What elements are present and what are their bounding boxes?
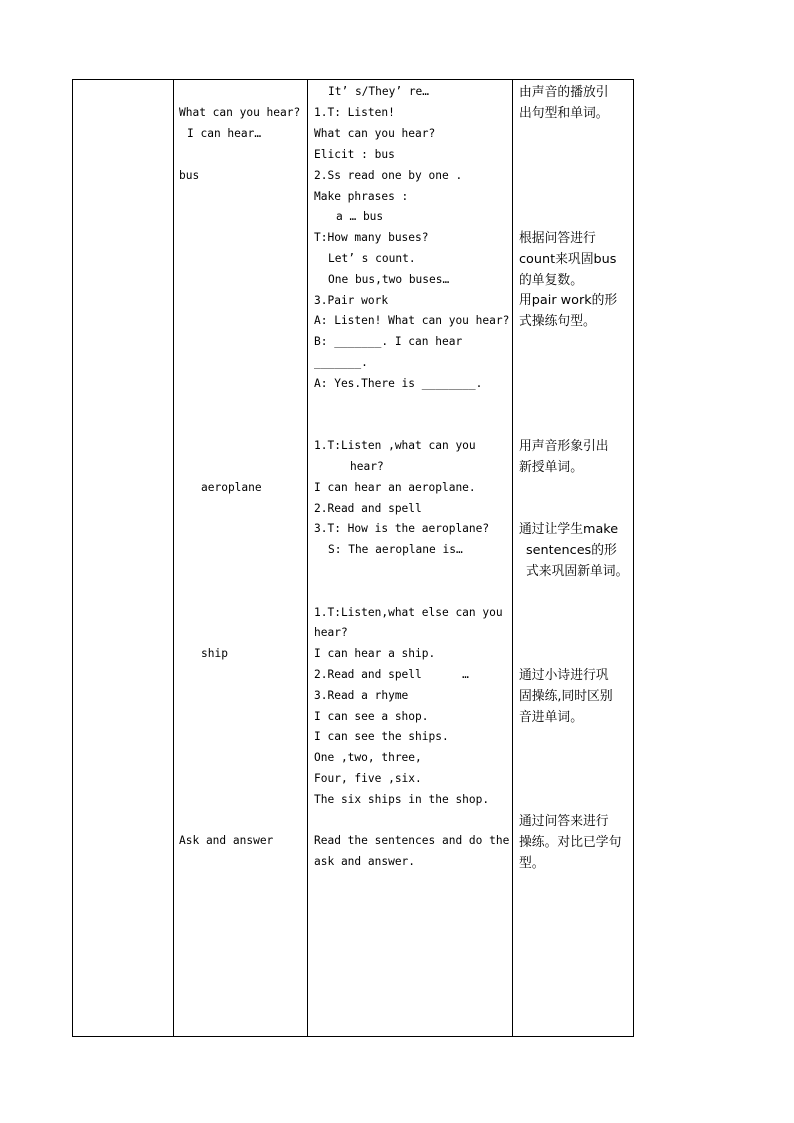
activity-text: Let’ s count. <box>328 252 416 265</box>
activity-text: One bus,two buses… <box>328 273 450 286</box>
activity-text: 1.T:Listen,what else can you <box>314 606 503 619</box>
purpose-text: sentences的形 <box>526 543 617 558</box>
purpose-text: 通过让学生make <box>519 522 619 537</box>
purpose-text: 出句型和单词。 <box>519 106 609 121</box>
activity-text: B: _______. I can hear <box>314 335 463 348</box>
activity-text: 1.T:Listen ,what can you <box>314 439 476 452</box>
activity-text: T:How many buses? <box>314 231 429 244</box>
activity-text: Elicit : bus <box>314 148 395 161</box>
purpose-text: 操练。对比已学句 <box>519 835 622 850</box>
activity-text: 2.Ss read one by one . <box>314 169 463 182</box>
activity-text: 3.Read a rhyme <box>314 689 409 702</box>
activity-text: ask and answer. <box>314 855 416 868</box>
purpose-text: 的单复数。 <box>519 273 583 288</box>
activity-text: It’ s/They’ re… <box>328 85 430 98</box>
purpose-text: 通过小诗进行巩 <box>519 668 609 683</box>
activity-text: 2.Read and spell … <box>314 668 469 681</box>
purpose-text: 固操练,同时区别 <box>519 689 613 704</box>
activity-text: Read the sentences and do the <box>314 834 510 847</box>
activity-text: I can see the ships. <box>314 730 449 743</box>
activity-text: 3.Pair work <box>314 294 389 307</box>
activity-text: _______. <box>314 356 368 369</box>
activity-text: What can you hear? <box>314 127 436 140</box>
activity-text: One ,two, three, <box>314 751 422 764</box>
activity-text: A: Yes.There is ________. <box>314 377 483 390</box>
content-text: I can hear… <box>187 127 262 140</box>
activity-text: A: Listen! What can you hear? <box>314 314 510 327</box>
purpose-text: 音进单词。 <box>519 710 583 725</box>
column-divider <box>512 80 513 1036</box>
lesson-plan-table <box>72 79 634 1037</box>
purpose-text: 用pair work的形 <box>519 293 618 308</box>
activity-text: S: The aeroplane is… <box>328 543 463 556</box>
activity-text: Four, five ,six. <box>314 772 422 785</box>
content-text: aeroplane <box>201 481 262 494</box>
purpose-text: 由声音的播放引 <box>519 85 609 100</box>
activity-text: I can see a shop. <box>314 710 429 723</box>
content-column <box>179 80 307 1036</box>
content-text: ship <box>201 647 228 660</box>
activity-text: I can hear an aeroplane. <box>314 481 476 494</box>
column-divider <box>173 80 174 1036</box>
activity-text: 1.T: Listen! <box>314 106 395 119</box>
content-text: Ask and answer <box>179 834 274 847</box>
content-text: bus <box>179 169 200 182</box>
activity-text: I can hear a ship. <box>314 647 436 660</box>
activity-text: hear? <box>350 460 384 473</box>
purpose-text: 式来巩固新单词。 <box>526 564 629 579</box>
purpose-text: 根据问答进行 <box>519 231 596 246</box>
activity-text: 2.Read and spell <box>314 502 422 515</box>
purpose-text: 式操练句型。 <box>519 314 596 329</box>
content-text: What can you hear? <box>179 106 301 119</box>
activity-text: hear? <box>314 626 348 639</box>
purpose-text: 用声音形象引出 <box>519 439 609 454</box>
activity-text: Make phrases : <box>314 190 409 203</box>
purpose-text: count来巩固bus <box>519 252 617 267</box>
purpose-text: 通过问答来进行 <box>519 814 609 829</box>
activity-text: The six ships in the shop. <box>314 793 490 806</box>
activity-column <box>314 80 510 1036</box>
activity-text: 3.T: How is the aeroplane? <box>314 522 490 535</box>
purpose-text: 型。 <box>519 856 545 871</box>
purpose-column <box>519 80 637 1036</box>
column-divider <box>307 80 308 1036</box>
activity-text: a … bus <box>336 210 384 223</box>
purpose-text: 新授单词。 <box>519 460 583 475</box>
